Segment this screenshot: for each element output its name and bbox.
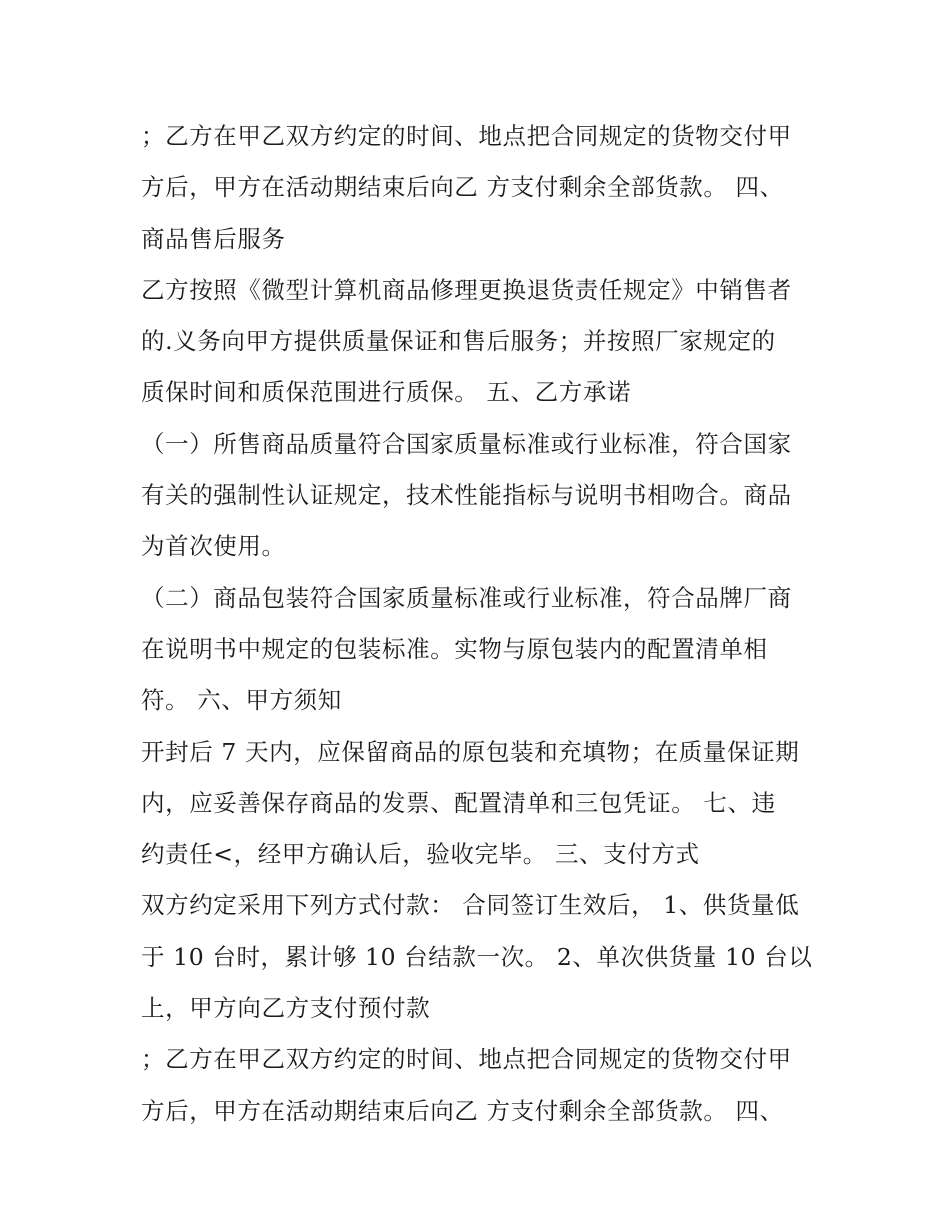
- text-line-14: 内，应妥善保存商品的发票、配置清单和三包凭证。 七、违: [141, 788, 776, 817]
- text-line-11: 在说明书中规定的包装标准。实物与原包装内的配置清单相: [141, 634, 768, 663]
- text-line-9: 为首次使用。: [141, 532, 286, 561]
- text-line-6: 质保时间和质保范围进行质保。 五、乙方承诺: [141, 378, 632, 407]
- text-line-7: （一）所售商品质量符合国家质量标准或行业标准，符合国家: [141, 429, 792, 458]
- text-line-10: （二）商品包装符合国家质量标准或行业标准，符合品牌厂商: [141, 583, 792, 612]
- text-line-15: 约责任<，经甲方确认后，验收完毕。 三、支付方式: [141, 840, 700, 869]
- text-line-16: 双方约定采用下列方式付款： 合同签订生效后， 1、供货量低: [141, 891, 800, 920]
- text-line-17: 于 10 台时，累计够 10 台结款一次。 2、单次供货量 10 台以: [141, 942, 813, 971]
- text-line-19: ；乙方在甲乙双方约定的时间、地点把合同规定的货物交付甲: [141, 1045, 792, 1074]
- text-line-8: 有关的强制性认证规定，技术性能指标与说明书相吻合。商品: [141, 481, 792, 510]
- text-line-4: 乙方按照《微型计算机商品修理更换退货责任规定》中销售者: [141, 275, 792, 304]
- text-line-3: 商品售后服务: [141, 224, 286, 253]
- text-line-18: 上，甲方向乙方支付预付款: [141, 994, 431, 1023]
- text-line-2: 方后，甲方在活动期结束后向乙 方支付剩余全部货款。 四、: [141, 173, 784, 202]
- text-line-13: 开封后 7 天内，应保留商品的原包装和充填物；在质量保证期: [141, 737, 800, 766]
- text-line-1: ；乙方在甲乙双方约定的时间、地点把合同规定的货物交付甲: [141, 122, 792, 150]
- text-line-20: 方后，甲方在活动期结束后向乙 方支付剩余全部货款。 四、: [141, 1096, 784, 1125]
- text-line-5: 的.义务向甲方提供质量保证和售后服务；并按照厂家规定的: [141, 327, 776, 356]
- document-body: [141, 111, 821, 1137]
- text-line-12: 符。 六、甲方须知: [141, 686, 342, 715]
